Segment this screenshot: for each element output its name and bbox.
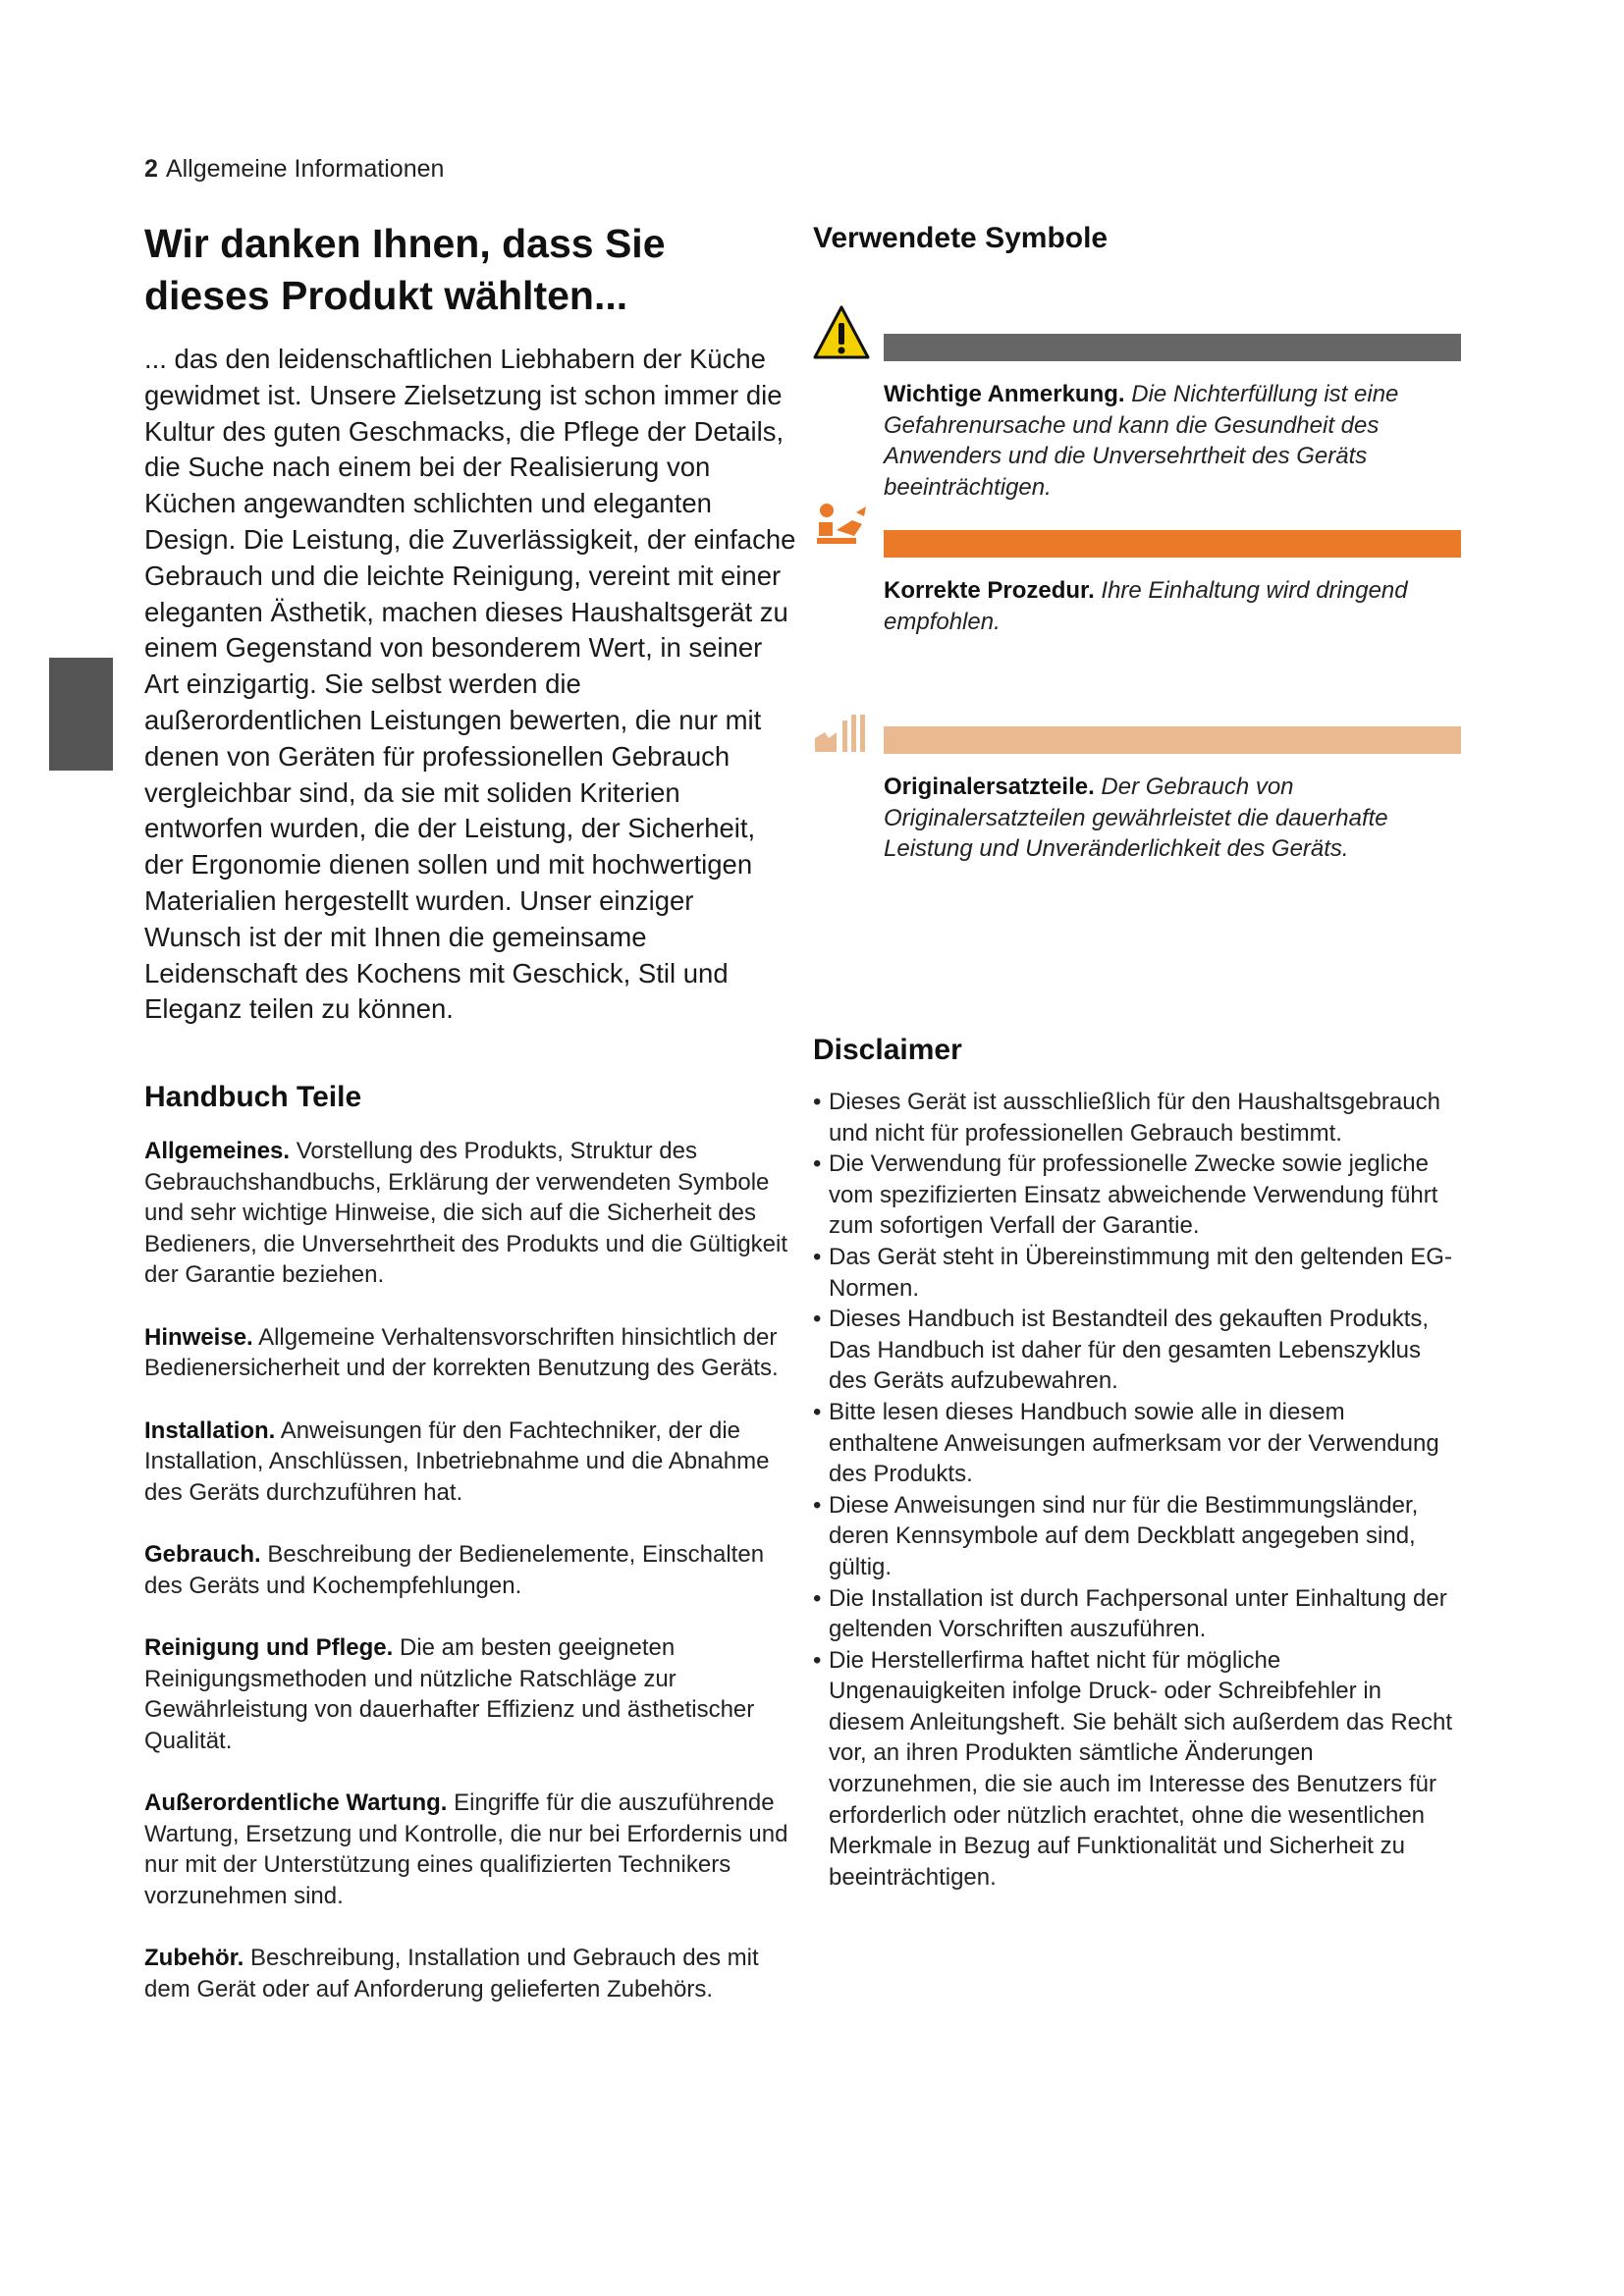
symbol-item — [813, 697, 1461, 893]
symbol-item — [813, 304, 1461, 501]
intro-paragraph: ... das den leidenschaftlichen Liebhabern der Küche gewidmet ist. Unsere Zielsetzung ist schon immer die Kultur des guten Geschmacks, die Pflege der Details, die Suche nach einem bei der Realisierung von Küchen angewandten schlichten und eleganten Design. Die Leistung, die Zuverlässigkeit, der einfache Gebrauch und die leichte Reinigung, vereint mit einer eleganten Ästhetik, machen dieses Haushaltsgerät zu einem Gegenstand von besonderem Wert, in seiner Art einzigartig. Sie selbst werden die außerordentlichen Leistungen bewerten, die nur mit denen von Geräten für professionellen Gebrauch vergleichbar sind, da sie mit soliden Kriterien entworfen wurden, die der Leistung, der Sicherheit, der Ergonomie dienen sollen und mit hochwertigen Materialien hergestellt wurden. Unser einziger Wunsch ist der mit Ihnen die gemeinsame Leidenschaft des Kochens mit Geschick, Stil und Eleganz teilen zu können. — [144, 344, 796, 1025]
handbook-part — [144, 1943, 797, 2004]
disclaimer-item: • Diese Anweisungen sind nur für die Bestimmungsländer, deren Kennsymbole auf dem Deckblatt angegeben sind, gültig. — [813, 1490, 1461, 1583]
part-text: Eingriffe für die auszuführende Wartung, Ersetzung und Kontrolle, die nur bei Erfordernis und nur mit der Unterstützung eines qualifizierten Technikers vorzunehmen sind. — [144, 1789, 788, 1909]
part-text: Die am besten geeigneten Reinigungsmethoden und nützliche Ratschläge zur Gewährleistung von dauerhafter Effizienz und ästhetischer Qualität. — [144, 1634, 755, 1754]
left-column — [144, 218, 797, 2036]
disclaimer-item: • Dieses Handbuch ist Bestandteil des gekauften Produkts, Das Handbuch ist daher für den gesamten Lebenszyklus des Geräts aufzubewahren. — [813, 1304, 1461, 1397]
symbol-text: Ihre Einhaltung wird dringend empfohlen. — [884, 577, 1408, 635]
symbol-description — [884, 575, 1461, 637]
page-number: 2 — [144, 155, 158, 183]
spare-parts-icon — [813, 697, 870, 754]
part-text: Allgemeine Verhaltensvorschriften hinsichtlich der Bedienersicherheit und der korrekten Benutzung des Geräts. — [144, 1323, 779, 1382]
handbook-part — [144, 1415, 797, 1509]
part-term: Zubehör. — [144, 1945, 244, 1972]
main-title: Wir danken Ihnen, dass Sie dieses Produkt wählten... — [144, 221, 666, 318]
symbol-description — [884, 772, 1461, 865]
disclaimer-heading: Disclaimer — [813, 1034, 962, 1066]
part-term: Reinigung und Pflege. — [144, 1634, 394, 1662]
symbol-color-bar — [884, 334, 1461, 361]
disclaimer-item: • Das Gerät steht in Übereinstimmung mit den geltenden EG-Normen. — [813, 1242, 1461, 1304]
chapter-tab-marker — [49, 658, 113, 771]
handbook-parts-heading: Handbuch Teile — [144, 1081, 362, 1114]
symbol-term: Originalersatzteile. — [884, 774, 1095, 800]
running-header — [144, 155, 444, 184]
symbol-color-bar — [884, 726, 1461, 754]
symbols-heading: Verwendete Symbole — [813, 222, 1109, 254]
symbols-list — [813, 304, 1461, 893]
handbook-part — [144, 1539, 797, 1601]
symbol-color-bar — [884, 530, 1461, 558]
part-term: Hinweise. — [144, 1323, 253, 1351]
disclaimer-item: • Bitte lesen dieses Handbuch sowie alle in diesem enthaltene Anweisungen aufmerksam vor der Verwendung des Produkts. — [813, 1397, 1461, 1490]
symbol-term: Wichtige Anmerkung. — [884, 381, 1125, 407]
warning-icon — [813, 304, 870, 361]
part-term: Außerordentliche Wartung. — [144, 1789, 448, 1817]
part-text: Beschreibung, Installation und Gebrauch des mit dem Gerät oder auf Anforderung gelieferten Zubehörs. — [144, 1945, 759, 2002]
part-term: Allgemeines. — [144, 1138, 291, 1165]
symbol-text: Die Nichterfüllung ist eine Gefahrenursache und kann die Gesundheit des Anwenders und die Unversehrtheit des Geräts beeinträchtigen. — [884, 381, 1399, 501]
disclaimer-item: • Dieses Gerät ist ausschließlich für den Haushaltsgebrauch und nicht für professionellen Gebrauch bestimmt. — [813, 1087, 1461, 1148]
symbol-item — [813, 501, 1461, 697]
symbol-description — [884, 379, 1461, 503]
disclaimer-item: • Die Herstellerfirma haftet nicht für mögliche Ungenauigkeiten infolge Druck- oder Schreibfehler in diesem Anleitungsheft. Sie behält sich außerdem das Recht vor, an ihren Produkten sämtliche Änderungen vorzunehmen, die sie auch im Interesse des Benutzers für erforderlich oder nützlich erachtet, ohne die wesentlichen Merkmale in Bezug auf Funktionalität und Sicherheit zu beeinträchtigen. — [813, 1645, 1461, 1894]
right-column — [813, 222, 1461, 1893]
disclaimer-item: • Die Installation ist durch Fachpersonal unter Einhaltung der geltenden Vorschriften auszuführen. — [813, 1583, 1461, 1645]
handbook-parts-list — [144, 1136, 797, 2004]
disclaimer-item: • Die Verwendung für professionelle Zwecke sowie jegliche vom spezifizierten Einsatz abweichende Verwendung führt zum sofortigen Verfall der Garantie. — [813, 1148, 1461, 1242]
handbook-part — [144, 1136, 797, 1291]
handbook-part — [144, 1322, 797, 1384]
handbook-part — [144, 1632, 797, 1756]
disclaimer-list — [813, 1087, 1461, 1893]
part-term: Gebrauch. — [144, 1541, 261, 1569]
part-text: Anweisungen für den Fachtechniker, der die Installation, Anschlüssen, Inbetriebnahme und die Abnahme des Geräts durchzuführen hat. — [144, 1416, 770, 1506]
part-term: Installation. — [144, 1416, 276, 1444]
part-text: Beschreibung der Bedienelemente, Einschalten des Geräts und Kochempfehlungen. — [144, 1541, 765, 1599]
handbook-part — [144, 1788, 797, 1911]
symbol-text: Der Gebrauch von Originalersatzteilen gewährleistet die dauerhafte Leistung und Unveränderlichkeit des Geräts. — [884, 774, 1388, 862]
symbol-term: Korrekte Prozedur. — [884, 577, 1095, 604]
part-text: Vorstellung des Produkts, Struktur des Gebrauchshandbuchs, Erklärung der verwendeten Symbole und sehr wichtige Hinweise, die sich auf die Sicherheit des Bedieners, die Unversehrtheit des Produkts und die Gültigkeit der Garantie beziehen. — [144, 1138, 788, 1289]
header-section-title: Allgemeine Informationen — [165, 155, 445, 183]
procedure-icon — [813, 501, 870, 558]
